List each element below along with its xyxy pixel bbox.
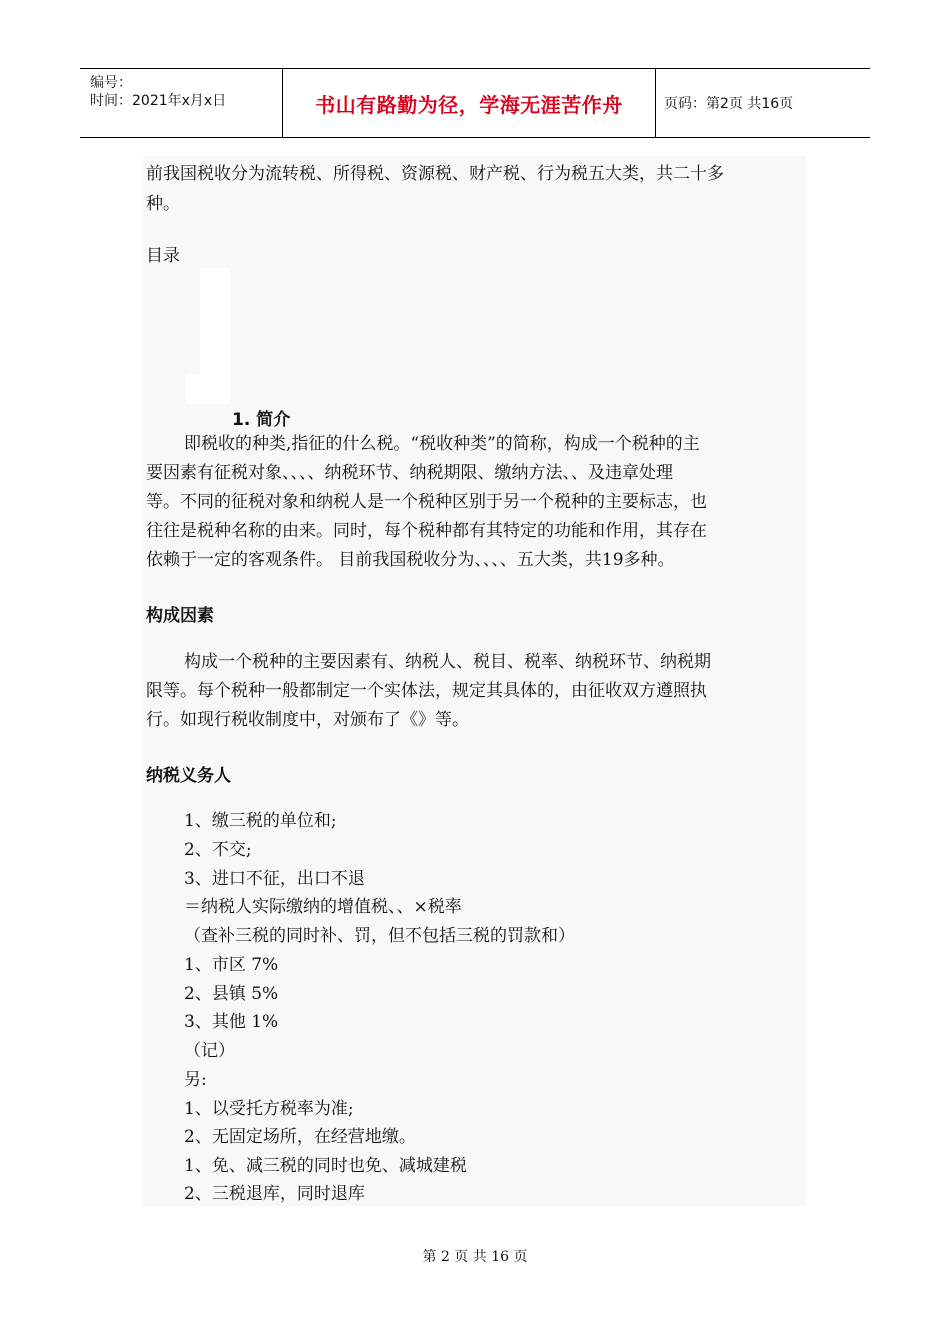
list-item: （查补三税的同时补、罚，但不包括三税的罚款和）: [184, 926, 575, 946]
list-item: 2、三税退库，同时退库: [184, 1184, 365, 1204]
header-meta-cell: [80, 69, 282, 137]
list-item: 3、其他 1%: [184, 1012, 279, 1032]
header-motto-cell: [282, 69, 656, 137]
paragraph-line: 等。不同的征税对象和纳税人是一个税种区别于另一个税种的主要标志，也: [146, 492, 707, 512]
toc-blank-area: [200, 268, 230, 374]
number-label: 编号：: [90, 75, 132, 91]
section-title-taxpayer: 纳税义务人: [146, 766, 231, 786]
intro-line-2: 种。: [146, 194, 180, 214]
list-item: 1、以受托方税率为准;: [184, 1099, 354, 1119]
list-item: 2、县镇 5%: [184, 984, 279, 1004]
page-info: 页码：第2页 共16页: [664, 96, 794, 112]
list-item: ＝纳税人实际缴纳的增值税、、×税率: [184, 897, 462, 917]
list-item: （记）: [184, 1041, 235, 1061]
list-item: 3、进口不征，出口不退: [184, 869, 365, 889]
list-item: 2、无固定场所，在经营地缴。: [184, 1127, 416, 1147]
header-page-cell: [656, 69, 870, 137]
paragraph-line: 往往是税种名称的由来。同时，每个税种都有其特定的功能和作用，其存在: [146, 521, 707, 541]
paragraph-line: 依赖于一定的客观条件。 目前我国税收分为、、、、五大类，共19多种。: [146, 550, 675, 570]
page-footer: 第 2 页 共 16 页: [422, 1249, 528, 1265]
list-item: 1、缴三税的单位和;: [184, 811, 337, 831]
date-label: 时间：2021年x月x日: [90, 93, 227, 109]
list-item: 2、不交;: [184, 840, 252, 860]
list-item: 1、免、减三税的同时也免、减城建税: [184, 1156, 467, 1176]
motto-text: 书山有路勤为径，学海无涯苦作舟: [315, 92, 623, 117]
toc-label[interactable]: 目录: [146, 246, 180, 266]
list-item: 1、市区 7%: [184, 955, 279, 975]
list-item: 另:: [184, 1070, 207, 1090]
paragraph-line: 即税收的种类,指征的什么税。“税收种类”的简称，构成一个税种的主: [184, 434, 700, 454]
paragraph-line: 行。如现行税收制度中，对颁布了《》等。: [146, 710, 469, 730]
paragraph-line: 构成一个税种的主要因素有、纳税人、税目、税率、纳税环节、纳税期: [184, 652, 711, 672]
toc-blank-area-lower: [186, 374, 230, 404]
section-title-factors: 构成因素: [146, 606, 214, 626]
paragraph-line: 要因素有征税对象、、、、纳税环节、纳税期限、缴纳方法、、及违章处理: [146, 463, 673, 483]
paragraph-line: 限等。每个税种一般都制定一个实体法，规定其具体的，由征收双方遵照执: [146, 681, 707, 701]
intro-line-1: 前我国税收分为流转税、所得税、资源税、财产税、行为税五大类，共二十多: [146, 164, 724, 184]
section-title-intro: 1. 简介: [232, 410, 291, 430]
page-header: [80, 68, 870, 138]
